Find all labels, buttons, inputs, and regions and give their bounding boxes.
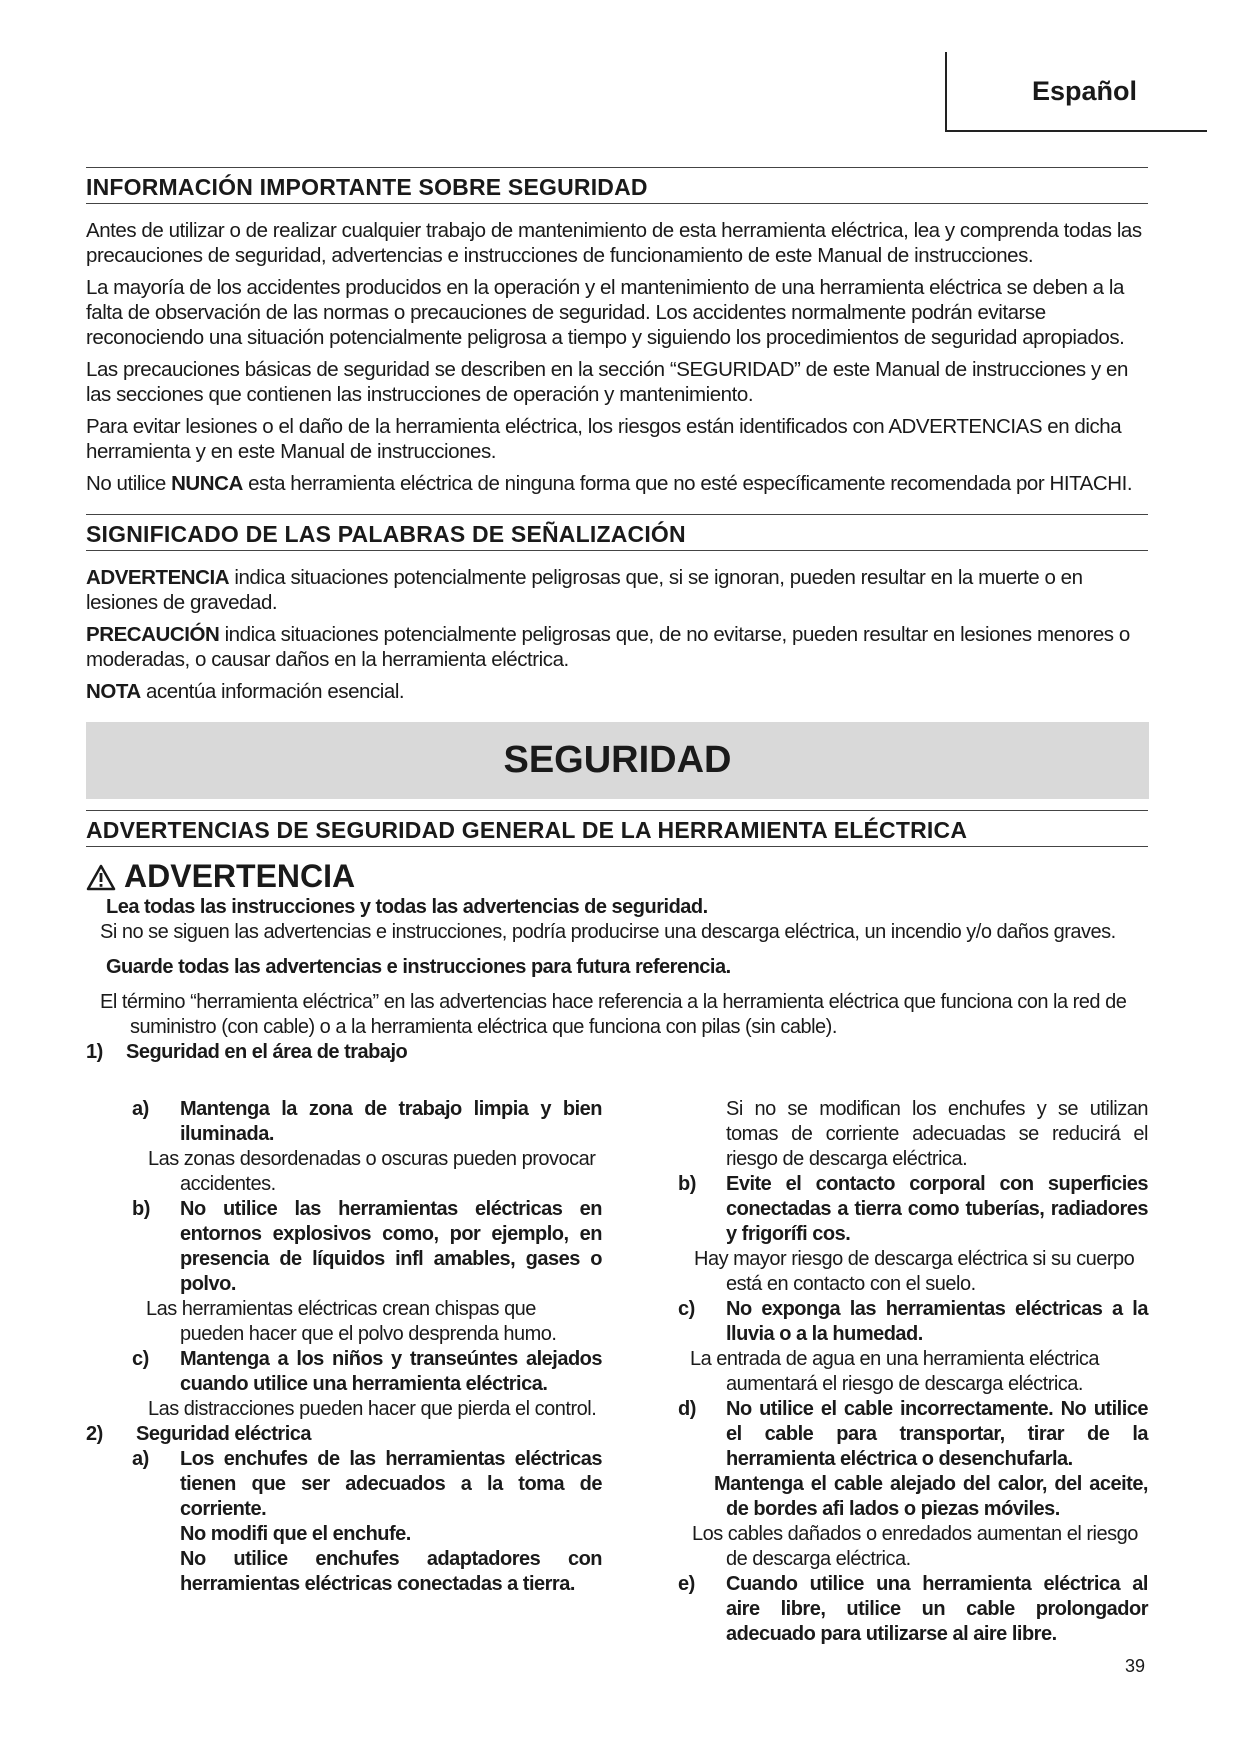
section-title: SIGNIFICADO DE LAS PALABRAS DE SEÑALIZACIÓN (86, 515, 1148, 551)
list-item-continuation: No modifi que el enchufe. (180, 1523, 411, 1545)
section-title: INFORMACIÓN IMPORTANTE SOBRE SEGURIDAD (86, 168, 1148, 204)
save-instruction: Guarde todas las advertencias e instrucciones para futura referencia. (106, 956, 731, 978)
list-item: c) No exponga las herramientas eléctricas a la lluvia o a la humedad. (678, 1298, 1148, 1345)
item-explanation: Si no se modifican los enchufes y se utilizan tomas de corriente adecuadas se reducirá el riesgo de descarga eléctrica. (726, 1098, 1148, 1170)
item-explanation: La entrada de agua en una herramienta eléctrica aumentará el riesgo de descarga eléctrica. (690, 1348, 1100, 1395)
list-item: c) Mantenga a los niños y transeúntes alejados cuando utilice una herramienta eléctrica. (132, 1348, 602, 1395)
item-explanation: Los cables dañados o enredados aumentan el riesgo de descarga eléctrica. (692, 1523, 1138, 1570)
warning-triangle-icon (86, 864, 116, 891)
important-safety-info-section (86, 167, 1148, 503)
right-column (632, 1097, 1148, 1647)
item-explanation: Hay mayor riesgo de descarga eléctrica si su cuerpo está en contacto con el suelo. (694, 1248, 1135, 1295)
numbered-heading: 1) Seguridad en el área de trabajo (86, 1041, 408, 1063)
page-number: 39 (1124, 1656, 1145, 1676)
left-column (86, 1097, 602, 1597)
paragraph: No utilice NUNCA esta herramienta eléctrica de ninguna forma que no esté específicamente recomendada por HITACHI. (86, 472, 1133, 495)
language-tab (945, 52, 1207, 132)
warning-heading (86, 858, 355, 895)
signal-word-caution: PRECAUCIÓN indica situaciones potencialmente peligrosas que, de no evitarse, pueden resultar en lesiones menores o moderadas, o causar daños en la herramienta eléctrica. (86, 623, 1130, 671)
list-item: d) No utilice el cable incorrectamente. No utilice el cable para transportar, tirar de la herramienta eléctrica o desenchufarla. (678, 1398, 1148, 1470)
warning-label: ADVERTENCIA (124, 858, 356, 894)
paragraph: Para evitar lesiones o el daño de la herramienta eléctrica, los riesgos están identificados con ADVERTENCIAS en dicha herramienta y en este Manual de instrucciones. (86, 415, 1122, 463)
list-item-continuation: Mantenga el cable alejado del calor, del aceite, de bordes afi lados o piezas móviles. (714, 1473, 1148, 1520)
paragraph: La mayoría de los accidentes producidos en la operación y el mantenimiento de una herramienta eléctrica se deben a la falta de observación de las normas o precauciones de seguridad. Los accidentes normalmente podrán evitarse reconociendo una situación potencialmente peligrosa a tiempo y siguiendo los procedimientos de seguridad apropiados. (86, 276, 1125, 349)
list-item: b) No utilice las herramientas eléctricas en entornos explosivos como, por ejemplo, en presencia de líquidos infl amables, gases o polvo. (132, 1198, 602, 1295)
banner-title: SEGURIDAD (503, 739, 732, 781)
paragraph: Antes de utilizar o de realizar cualquier trabajo de mantenimiento de esta herramienta eléctrica, lea y comprenda todas las precauciones de seguridad, advertencias e instrucciones de funcionamiento de este Manual de instrucciones. (86, 219, 1142, 267)
numbered-heading: 2) Seguridad eléctrica (86, 1423, 312, 1445)
item-explanation: Las distracciones pueden hacer que pierda el control. (148, 1398, 597, 1420)
general-warnings-section (86, 810, 1148, 847)
read-all-instruction: Lea todas las instrucciones y todas las advertencias de seguridad. (106, 896, 708, 918)
list-item: a) Mantenga la zona de trabajo limpia y bien iluminada. (132, 1098, 602, 1145)
term-definition: El término “herramienta eléctrica” en las advertencias hace referencia a la herramienta eléctrica que funciona con la red de suministro (con cable) o a la herramienta eléctrica que funciona con pilas (sin cable). (100, 991, 1127, 1038)
signal-word-note: NOTA acentúa información esencial. (86, 680, 405, 703)
list-item-continuation: No utilice enchufes adaptadores con herramientas eléctricas conectadas a tierra. (180, 1548, 602, 1595)
language-label: Español (1031, 76, 1137, 106)
safety-banner (86, 722, 1149, 799)
signal-words-section (86, 514, 1148, 711)
consequence-text: Si no se siguen las advertencias e instrucciones, podría producirse una descarga eléctrica, un incendio y/o daños graves. (100, 921, 1116, 943)
list-item: b) Evite el contacto corporal con superficies conectadas a tierra como tuberías, radiadores y frigorífi cos. (678, 1173, 1148, 1245)
paragraph: Las precauciones básicas de seguridad se describen en la sección “SEGURIDAD” de este Manual de instrucciones y en las secciones que contienen las instrucciones de operación y mantenimiento. (86, 358, 1128, 406)
section-title: ADVERTENCIAS DE SEGURIDAD GENERAL DE LA HERRAMIENTA ELÉCTRICA (86, 811, 1148, 847)
general-warning-intro (86, 895, 1148, 1065)
list-item: e) Cuando utilice una herramienta eléctrica al aire libre, utilice un cable prolongador adecuado para utilizarse al aire libre. (678, 1573, 1148, 1645)
signal-word-warning: ADVERTENCIA indica situaciones potencialmente peligrosas que, si se ignoran, pueden resultar en la muerte o en lesiones de gravedad. (86, 566, 1083, 614)
item-explanation: Las herramientas eléctricas crean chispas que pueden hacer que el polvo desprenda humo. (146, 1298, 557, 1345)
item-explanation: Las zonas desordenadas o oscuras pueden provocar accidentes. (148, 1148, 596, 1195)
list-item: a) Los enchufes de las herramientas eléctricas tienen que ser adecuados a la toma de corriente. (132, 1448, 602, 1520)
